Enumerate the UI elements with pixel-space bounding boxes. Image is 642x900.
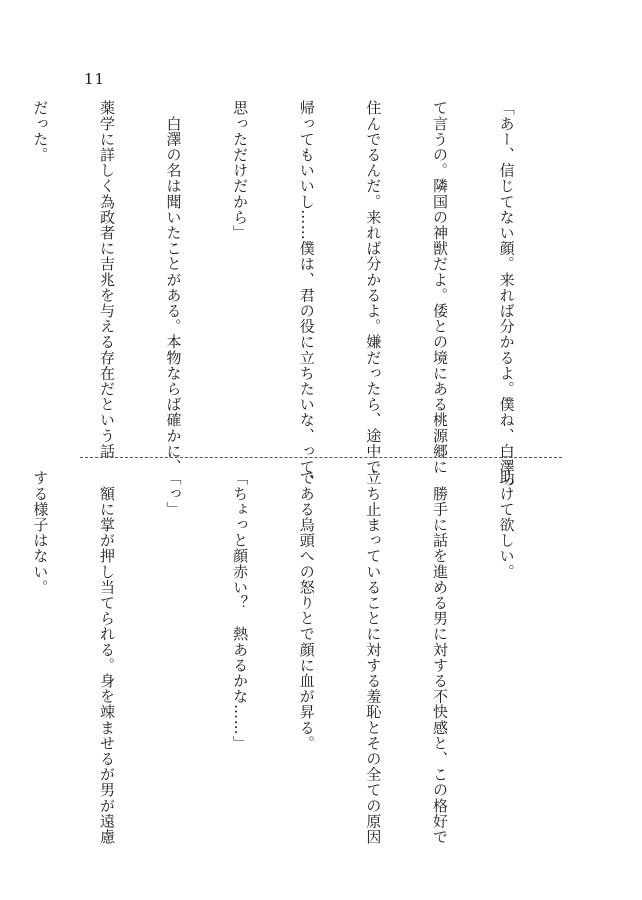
text-line: 助けて欲しい。 <box>497 470 516 580</box>
text-line: 「あー、信じてない顔。来れば分かるよ。僕ね、白澤っ <box>497 100 516 490</box>
text-block-upper <box>0 100 562 490</box>
text-line: だった。 <box>31 100 50 163</box>
text-block-lower <box>0 470 562 845</box>
text-line: 帰ってもいいし……僕は、君の役に立ちたいな、って、 <box>297 100 316 490</box>
text-line: 白澤の名は聞いたことがある。本物ならば確かに、 <box>164 100 183 475</box>
text-line: 勝手に話を進める男に対する不快感と、この格好で <box>430 470 449 845</box>
text-line: 思っただけだから」 <box>231 100 250 241</box>
text-line: 住んでるんだ。来れば分かるよ。嫌だったら、途中で <box>364 100 383 475</box>
text-line: 立ち止まっていることに対する羞恥とその全ての原因 <box>364 470 383 845</box>
section-divider <box>80 457 562 458</box>
text-line: て言うの。隣国の神獣だよ。倭との境にある桃源郷に <box>430 100 449 475</box>
text-line: する様子はない。 <box>31 470 50 595</box>
text-line: 額に掌が押し当てられる。身を竦ませるが男が遠慮 <box>97 470 116 845</box>
page-number: 11 <box>84 70 106 88</box>
text-line: 薬学に詳しく為政者に吉兆を与える存在だという話 <box>97 100 116 459</box>
text-line: 「ちょっと顔赤い？ 熱あるかな……」 <box>231 470 250 751</box>
text-line: である烏頭への怒りとで顔に血が昇る。 <box>297 470 316 751</box>
text-line: 「っ」 <box>164 470 183 517</box>
